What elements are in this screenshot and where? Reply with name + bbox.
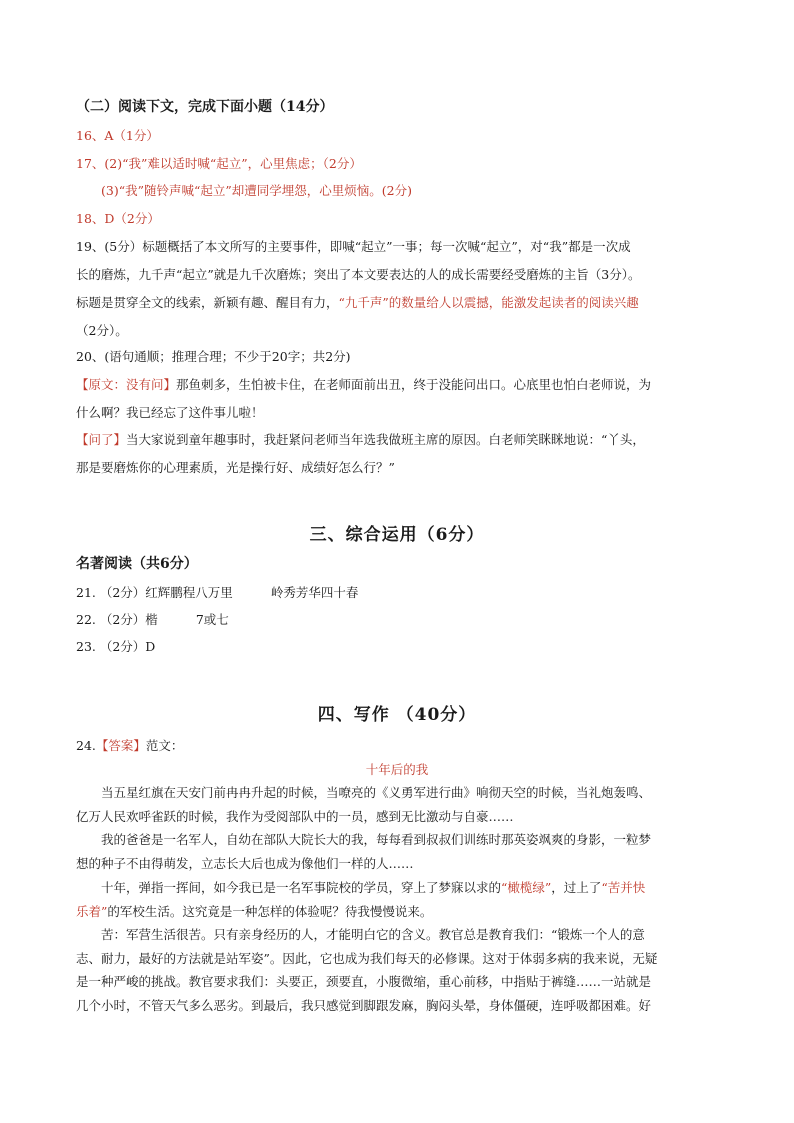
essay-p1-line-2: 亿万人民欢呼雀跃的时候，我作为受阅部队中的一员，感到无比激动与自豪…… [76, 809, 514, 824]
essay-p3-a: 十年，弹指一挥间，如今我已是一名军事院校的学员，穿上了梦寐以求的 [101, 880, 502, 895]
essay-p3-b: “橄榄绿” [501, 880, 552, 895]
q19-line-3-a: 标题是贯穿全文的线索，新颖有趣、醒目有力， [76, 295, 339, 310]
q18-answer: 18、D（2分） [76, 211, 160, 226]
essay-p3-e: 乐着” [76, 904, 108, 919]
q21-answer-b: 岭秀芳华四十春 [270, 585, 359, 600]
q16-answer: 16、A（1分） [76, 128, 159, 143]
q19-line-3-b: “九千声”的数量给人以震撼，能激发起读者的阅读兴趣 [338, 295, 639, 310]
q23-answer: 23. （2分）D [76, 639, 156, 654]
q21-answer [76, 584, 726, 602]
q19-line-3 [76, 294, 726, 312]
essay-p2-line-2: 想的种子不由得萌发，立志长大后也成为像他们一样的人…… [76, 856, 414, 871]
q19-line-1: 19、(5分）标题概括了本文所写的主要事件，即喊“起立”一事；每一次喊“起立”，对“我”都是一次成 [76, 239, 631, 254]
essay-p3-line-2 [76, 903, 726, 921]
q20-original-1 [76, 376, 726, 394]
q20-original-2: 什么啊？我已经忘了这件事儿啦！ [76, 405, 264, 420]
q24-header [76, 737, 726, 755]
q24-answer-label: 【答案】 [95, 738, 146, 753]
q17-answer-1: 17、(2)“我”难以适时喊“起立”，心里焦虑；（2分） [76, 156, 362, 171]
q20-asked-2: 那是要磨炼你的心理素质，光是操行好、成绩好怎么行？” [76, 460, 395, 475]
essay-p3-f: 的军校生活。这究竟是一种怎样的体验呢？待我慢慢说来。 [107, 904, 433, 919]
q20-original-label: 【原文：没有问】 [76, 377, 177, 392]
part4-title: 四、写作 （40分） [317, 705, 477, 725]
q22-answer [76, 611, 726, 629]
essay-p3-line-1 [76, 879, 726, 897]
essay-p4-line-3: 是一种严峻的挑战。教官要求我们：头要正，颈要直，小腹微缩，重心前移，中指贴于裤缝……一站就是 [76, 974, 652, 989]
essay-p1-line-1: 当五星红旗在天安门前冉冉升起的时候，当嘹亮的《义勇军进行曲》响彻天空的时候，当礼炮轰鸣、 [101, 785, 652, 800]
essay-p3-d: “苦并快 [601, 880, 646, 895]
q19-line-4: （2分）。 [76, 323, 128, 338]
q21-answer-a: 21. （2分）红辉鹏程八万里 [76, 585, 233, 600]
q20-asked-text-1: 当大家说到童年趣事时，我赶紧问老师当年选我做班主席的原因。白老师笑眯眯地说：“丫头， [126, 432, 645, 447]
classics-title: 名著阅读（共6分） [76, 556, 198, 572]
essay-p4-line-1: 苦：军营生活很苦。只有亲身经历的人，才能明白它的含义。教官总是教育我们：“锻炼一个人的意 [101, 927, 645, 942]
q17-answer-2: (3)“我”随铃声喊“起立”却遭同学埋怨，心里烦恼。(2分) [101, 183, 412, 198]
q19-line-2: 长的磨炼，九千声“起立”就是九千次磨炼；突出了本文要表达的人的成长需要经受磨炼的主旨（3分）。 [76, 267, 641, 282]
part3-title: 三、综合运用（6分） [309, 525, 485, 545]
essay-p4-line-2: 志、耐力，最好的方法就是站军姿”。因此，它也成为我们每天的必修课。这对于体弱多病的我来说，无疑 [76, 951, 658, 966]
essay-p4-line-4: 几个小时，不管天气多么恶劣。到最后，我只感觉到脚跟发麻，胸闷头晕，身体僵硬，连呼吸都困难。好 [76, 998, 652, 1013]
essay-p2-line-1: 我的爸爸是一名军人，自幼在部队大院长大的我，每每看到叔叔们训练时那英姿飒爽的身影，一粒梦 [101, 832, 652, 847]
q24-number: 24. [76, 738, 96, 753]
q22-answer-a: 22. （2分）楷 [76, 612, 158, 627]
q20-asked-label: 【问了】 [76, 432, 127, 447]
essay-title: 十年后的我 [365, 762, 429, 777]
q20-original-text-1: 那鱼刺多，生怕被卡住，在老师面前出丑，终于没能问出口。心底里也怕白老师说，为 [176, 377, 652, 392]
essay-p3-c: ，过上了 [551, 880, 602, 895]
q20-instructions: 20、(语句通顺；推理合理；不少于20字；共2分) [76, 349, 351, 364]
q22-answer-b: 7或七 [195, 612, 229, 627]
q20-asked-1 [76, 431, 726, 449]
part2-title: （二）阅读下文，完成下面小题（14分） [76, 99, 334, 115]
q24-answer-text: 范文： [145, 738, 184, 753]
